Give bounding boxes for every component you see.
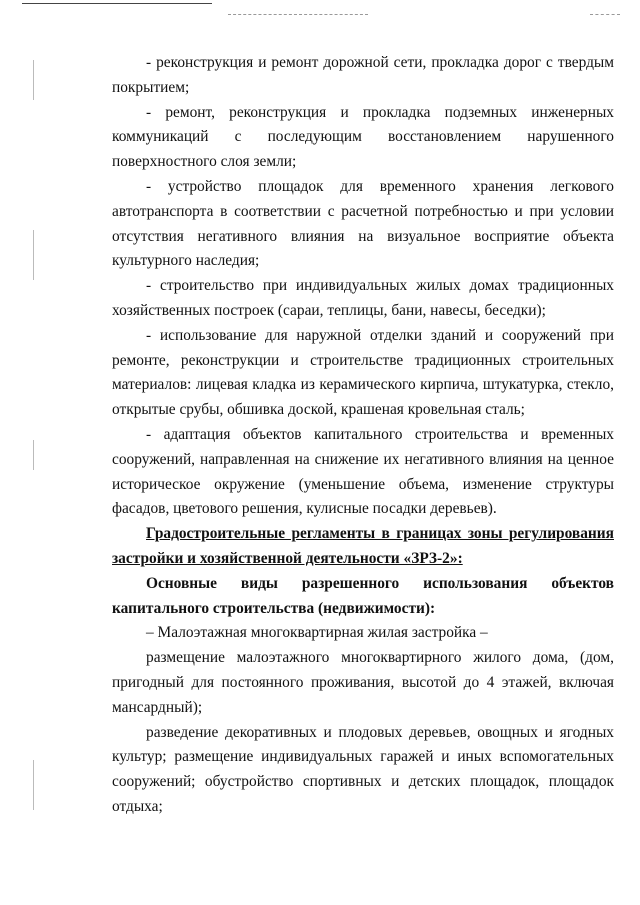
- paragraph-outbuildings: - строительство при индивидуальных жилых домах традиционных хозяйственных построек (сараи, теплицы, бани, навесы, беседки);: [112, 277, 614, 319]
- margin-scan-mark: [33, 440, 34, 470]
- paragraph-materials: - использование для наружной отделки зданий и сооружений при ремонте, реконструкции и строительстве традиционных строительных материалов: лицевая кладка из керамического кирпича, штукатурка, стекло, открытые срубы, обшивка доской, крашеная кровельная сталь;: [112, 326, 614, 419]
- paragraph-adaptation: - адаптация объектов капитального строительства и временных сооружений, направленная на снижение их негативного влияния на ценное историческое окружение (уменьшение объема, изменение структуры фасадов, цветового решения, кулисные посадки деревьев).: [112, 425, 614, 518]
- list-item-lowrise: – Малоэтажная многоквартирная жилая застройка –: [146, 624, 488, 642]
- subheading: Основные виды разрешенного использования объектов капитального строительства (недвижимости):: [112, 574, 614, 617]
- paragraph-gardening: разведение декоративных и плодовых деревьев, овощных и ягодных культур; размещение индивидуальных гаражей и иных вспомогательных сооружений; обустройство спортивных и детских площадок, площадок отдыха;: [112, 723, 614, 815]
- paragraph-utilities: - ремонт, реконструкция и прокладка подземных инженерных коммуникаций с последующим восстановлением нарушенного поверхностного слоя земли;: [112, 103, 614, 171]
- paragraph-parking: - устройство площадок для временного хранения легкового автотранспорта в соответствии с расчетной потребностью и при условии отсутствия негативного влияния на визуальное восприятие объекта культурного наследия;: [112, 177, 614, 270]
- scan-artifact-line: [22, 3, 212, 4]
- margin-scan-mark: [33, 760, 34, 810]
- scan-artifact-dash: [228, 14, 368, 16]
- margin-scan-mark: [33, 60, 34, 100]
- scan-artifact-dash: [590, 14, 620, 16]
- document-body: [112, 51, 614, 820]
- paragraph-road-repair: - реконструкция и ремонт дорожной сети, прокладка дорог с твердым покрытием;: [112, 54, 614, 96]
- section-heading: Градостроительные регламенты в границах зоны регулирования застройки и хозяйственной деятельности «ЗРЗ-2»:: [112, 525, 614, 567]
- margin-scan-mark: [33, 230, 34, 280]
- paragraph-placement: размещение малоэтажного многоквартирного жилого дома, (дом, пригодный для постоянного проживания, высотой до 4 этажей, включая мансардный);: [112, 649, 614, 716]
